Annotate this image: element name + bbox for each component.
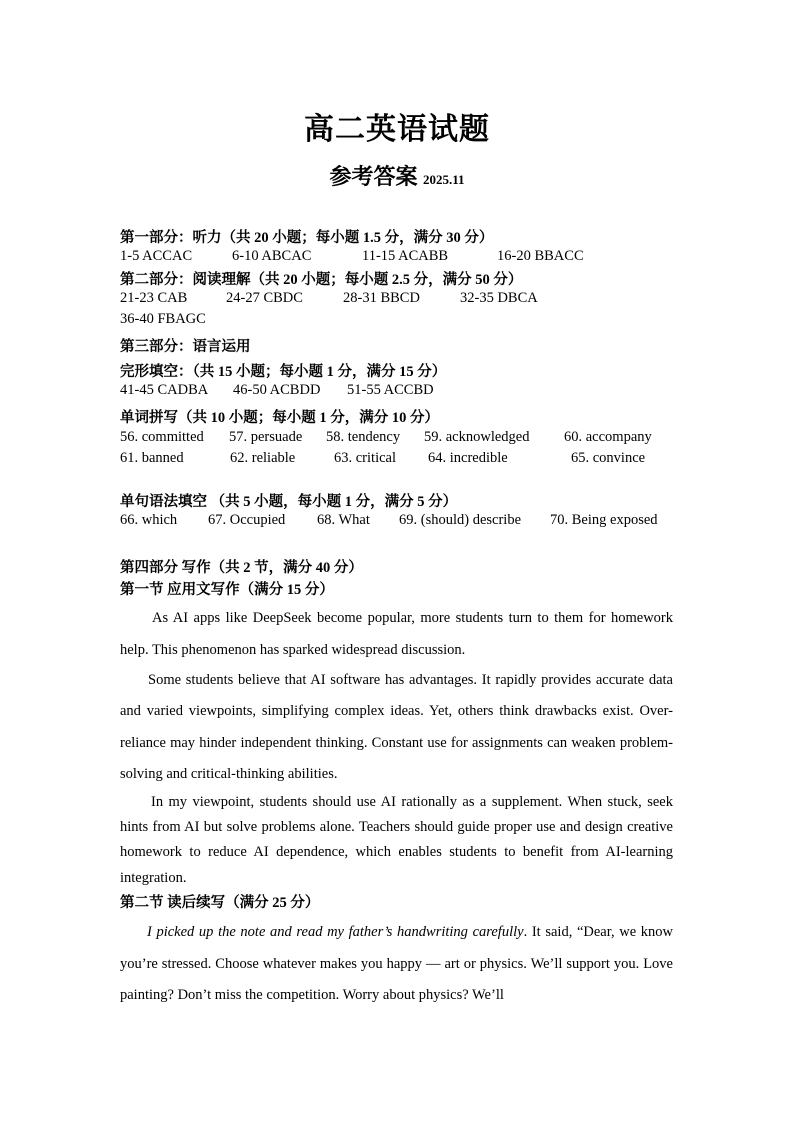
answer-group: 1-5 ACCAC bbox=[120, 248, 193, 264]
answer-group: 28-31 BBCD bbox=[343, 290, 420, 306]
page-subtitle bbox=[0, 160, 794, 191]
answer-group: 24-27 CBDC bbox=[226, 290, 303, 306]
answer-group: 11-15 ACABB bbox=[362, 248, 449, 264]
section1-heading: 第一节 应用文写作（满分 15 分） bbox=[120, 582, 334, 598]
answer-word: 69. (should) describe bbox=[399, 512, 522, 528]
answer-group: 36-40 FBAGC bbox=[120, 311, 206, 327]
answer-word: 56. committed bbox=[120, 429, 204, 445]
answer-word: 63. critical bbox=[334, 450, 397, 466]
answer-word: 68. What bbox=[317, 512, 370, 528]
answer-group: 41-45 CADBA bbox=[120, 382, 209, 398]
answer-word: 57. persuade bbox=[229, 429, 303, 445]
exam-date: 2025.11 bbox=[422, 172, 465, 187]
answer-word: 62. reliable bbox=[230, 450, 296, 466]
answer-word: 64. incredible bbox=[428, 450, 508, 466]
answer-group: 16-20 BBACC bbox=[497, 248, 584, 264]
answer-word: 58. tendency bbox=[326, 429, 401, 445]
subtitle-text: 参考答案 bbox=[329, 164, 418, 189]
continuation-lead: I picked up the note and read my father’s handwriting carefully bbox=[147, 924, 524, 940]
spelling-heading: 单词拼写（共 10 小题；每小题 1 分，满分 10 分） bbox=[120, 410, 439, 426]
page-title: 高二英语试题 bbox=[304, 113, 490, 146]
answer-group: 6-10 ABCAC bbox=[232, 248, 312, 264]
answer-group: 21-23 CAB bbox=[120, 290, 188, 306]
answer-group: 46-50 ACBDD bbox=[233, 382, 321, 398]
answer-word: 60. accompany bbox=[564, 429, 652, 445]
continuation-paragraph bbox=[120, 917, 673, 1012]
essay-paragraph: As AI apps like DeepSeek become popular, more students turn to them for homework help. This phenomenon has sparked widespread discussion. bbox=[120, 610, 673, 658]
part3-heading: 第三部分：语言运用 bbox=[120, 339, 251, 355]
essay-paragraph: In my viewpoint, students should use AI rationally as a supplement. When stuck, seek hints from AI but solve problems alone. Teachers should guide proper use and design creative homework to reduce AI dependence, which enables students to benefit from AI-learning integration. bbox=[120, 794, 673, 886]
answer-group: 51-55 ACCBD bbox=[347, 382, 434, 398]
answer-word: 67. Occupied bbox=[208, 512, 286, 528]
answer-word: 66. which bbox=[120, 512, 178, 528]
answer-word: 61. banned bbox=[120, 450, 184, 466]
cloze-heading: 完形填空：（共 15 小题；每小题 1 分，满分 15 分） bbox=[120, 364, 447, 380]
answer-word: 65. convince bbox=[571, 450, 646, 466]
part4-heading: 第四部分 写作（共 2 节，满分 40 分） bbox=[120, 560, 363, 576]
answer-word: 70. Being exposed bbox=[550, 512, 658, 528]
answer-group: 32-35 DBCA bbox=[460, 290, 538, 306]
answer-word: 59. acknowledged bbox=[424, 429, 530, 445]
section2-heading: 第二节 读后续写（满分 25 分） bbox=[120, 895, 320, 911]
part2-heading: 第二部分：阅读理解（共 20 小题；每小题 2.5 分，满分 50 分） bbox=[120, 272, 523, 288]
continuation-text: . It said, “Dear, we know you’re stressed. Choose whatever makes you happy — art or physics. We’ll support you. Love painting? Don’t miss the competition. Worry about physics? We’ll bbox=[120, 924, 674, 1003]
grammar-heading: 单句语法填空 （共 5 小题，每小题 1 分，满分 5 分） bbox=[120, 494, 458, 510]
essay-paragraph: Some students believe that AI software has advantages. It rapidly provides accurate data and varied viewpoints, simplifying complex ideas. Yet, others think drawbacks exist. Over-reliance may hinder independent thinking. Constant use for assignments can weaken problem-solving and critical-thinking abilities. bbox=[120, 672, 673, 782]
part1-heading: 第一部分：听力（共 20 小题；每小题 1.5 分，满分 30 分） bbox=[120, 230, 494, 246]
